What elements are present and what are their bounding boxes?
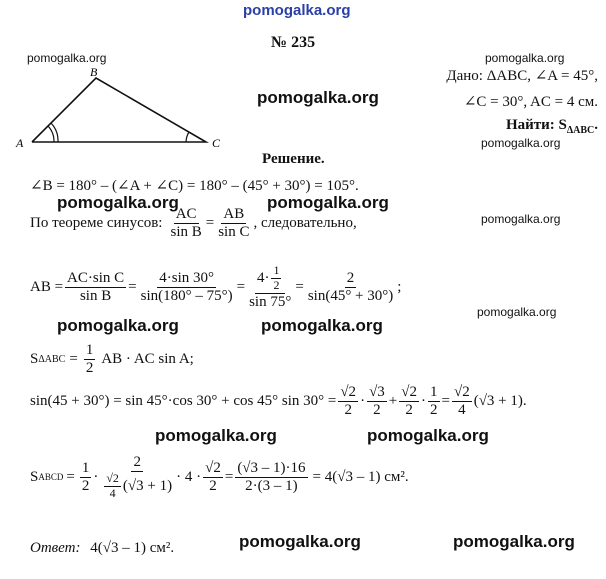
watermark: pomogalka.org (27, 51, 107, 65)
fraction (338, 384, 358, 420)
equals: = (295, 278, 304, 295)
numerator (255, 264, 286, 294)
fraction (65, 270, 126, 306)
numerator: 1 (273, 263, 280, 277)
fraction (100, 454, 174, 501)
equals: = (441, 393, 450, 410)
answer-line (30, 540, 174, 557)
fraction (139, 270, 235, 306)
area-lhs: S (30, 351, 39, 368)
numerator: AC (174, 206, 199, 224)
numerator: (√3 – 1)·16 (235, 460, 307, 478)
triangle-outline (32, 78, 206, 142)
numerator: √2 (452, 384, 472, 402)
fraction (452, 384, 472, 420)
watermark: pomogalka.org (239, 532, 361, 551)
final-mid: · 4 · (176, 468, 202, 485)
dot: · (360, 393, 366, 410)
answer-value: 4(√3 – 1) см². (90, 540, 175, 556)
watermark: pomogalka.org (453, 532, 575, 551)
find-text: Найти: S (505, 117, 567, 133)
numerator: √2 (203, 460, 223, 478)
dot: · (421, 393, 426, 410)
watermark: pomogalka.org (481, 136, 561, 150)
numerator: √2 (399, 384, 419, 402)
fraction (235, 460, 307, 496)
fraction (203, 460, 223, 496)
denominator: 2·(3 – 1) (245, 477, 298, 494)
denominator: 4 (458, 402, 466, 419)
equals: = (128, 278, 137, 295)
numerator: 4·sin 30° (157, 270, 216, 288)
sine-suffix: , следовательно, (253, 215, 357, 232)
step-angle-b: ∠B = 180° – (∠A + ∠C) = 180° – (45° + 30°) = 105°. (30, 178, 359, 194)
denominator: sin C (218, 224, 250, 241)
numerator-coef: 4· (256, 269, 270, 286)
numerator: 1 (80, 460, 92, 478)
fraction (247, 264, 293, 311)
fraction (168, 206, 203, 242)
fraction (216, 206, 251, 242)
angle-c-arc (186, 132, 189, 142)
watermark: pomogalka.org (57, 193, 179, 212)
dot: · (93, 468, 99, 485)
denominator: sin B (170, 224, 202, 241)
watermark: pomogalka.org (481, 212, 561, 226)
sin-sum-text: sin(45 + 30°) = sin 45°·cos 30° + cos 45° sin 30° = (30, 393, 337, 410)
solution-heading: Решение. (262, 151, 325, 167)
equals: = (224, 468, 234, 485)
denominator: sin(45° + 30°) (307, 287, 394, 304)
watermark: pomogalka.org (155, 426, 277, 445)
watermark: pomogalka.org (261, 316, 383, 335)
watermark: pomogalka.org (57, 316, 179, 335)
watermark: pomogalka.org (477, 305, 557, 319)
numerator: 1 (428, 384, 440, 402)
numerator: 1 (84, 342, 96, 360)
numerator: √3 (367, 384, 387, 402)
fraction (80, 460, 92, 496)
problem-number: № 235 (271, 34, 316, 51)
equals: = (66, 468, 75, 485)
denominator: 2 (81, 477, 90, 494)
vertex-c-label: C (212, 136, 221, 150)
answer-label: Ответ: (30, 540, 81, 556)
vertex-b-label: B (90, 65, 98, 79)
triangle-figure (14, 64, 224, 154)
sine-prefix: По теореме синусов: (30, 215, 163, 232)
given-line-2: ∠C = 30°, AC = 4 см. (463, 94, 598, 110)
equals: = (236, 278, 246, 295)
area-subscript: ΔABC (38, 354, 66, 366)
denominator: 4 (109, 486, 116, 501)
equals: = (205, 215, 215, 232)
denominator: 2 (373, 402, 381, 419)
watermark: pomogalka.org (485, 51, 565, 65)
fraction (271, 264, 281, 293)
area-rest: AB · AC sin A; (101, 351, 194, 368)
step-ab-formula (30, 264, 401, 311)
vertex-a-label: A (16, 136, 24, 150)
equals: = (69, 351, 78, 368)
step-sine-theorem (30, 206, 357, 242)
angle-a-arc-inner (48, 126, 54, 142)
denominator-factor: (√3 + 1) (122, 477, 173, 494)
denominator (100, 472, 174, 501)
fraction (84, 342, 96, 378)
denominator: 2 (405, 402, 413, 419)
denominator: 2 (209, 477, 217, 494)
watermark: pomogalka.org (367, 426, 489, 445)
numerator: √2 (106, 471, 119, 486)
fraction (399, 384, 419, 420)
watermark: pomogalka.org (267, 193, 389, 212)
final-subscript: ABCD (38, 472, 64, 483)
final-lhs: S (30, 468, 39, 485)
denominator: 2 (85, 360, 94, 377)
fraction (367, 384, 387, 420)
ab-lhs: AB = (30, 278, 64, 295)
numerator: AB (221, 206, 246, 224)
final-result: = 4(√3 – 1) см². (312, 468, 409, 485)
numerator: 2 (345, 270, 357, 288)
denominator: sin(180° – 75°) (140, 287, 233, 304)
sin-sum-end: (√3 + 1). (473, 393, 527, 410)
plus: + (388, 393, 398, 410)
semicolon: ; (397, 278, 402, 295)
step-final-area (30, 454, 409, 501)
numerator: AC·sin C (65, 270, 126, 288)
step-sin-sum (30, 384, 527, 420)
denominator: sin 75° (249, 293, 292, 310)
fraction (428, 384, 440, 420)
find-end: . (594, 117, 598, 133)
denominator: sin B (79, 287, 112, 304)
denominator: 2 (273, 277, 280, 292)
denominator: 2 (344, 402, 352, 419)
find-subscript: ΔABC (566, 125, 595, 136)
denominator: 2 (430, 402, 438, 419)
given-line-1: Дано: ΔABC, ∠A = 45°, (446, 68, 598, 84)
watermark: pomogalka.org (257, 88, 379, 107)
numerator: 2 (131, 454, 143, 472)
fraction (306, 270, 395, 306)
numerator: √2 (338, 384, 358, 402)
step-area-formula (30, 342, 194, 378)
watermark-top: pomogalka.org (243, 2, 351, 19)
find-line (506, 117, 598, 136)
fraction (104, 472, 121, 501)
